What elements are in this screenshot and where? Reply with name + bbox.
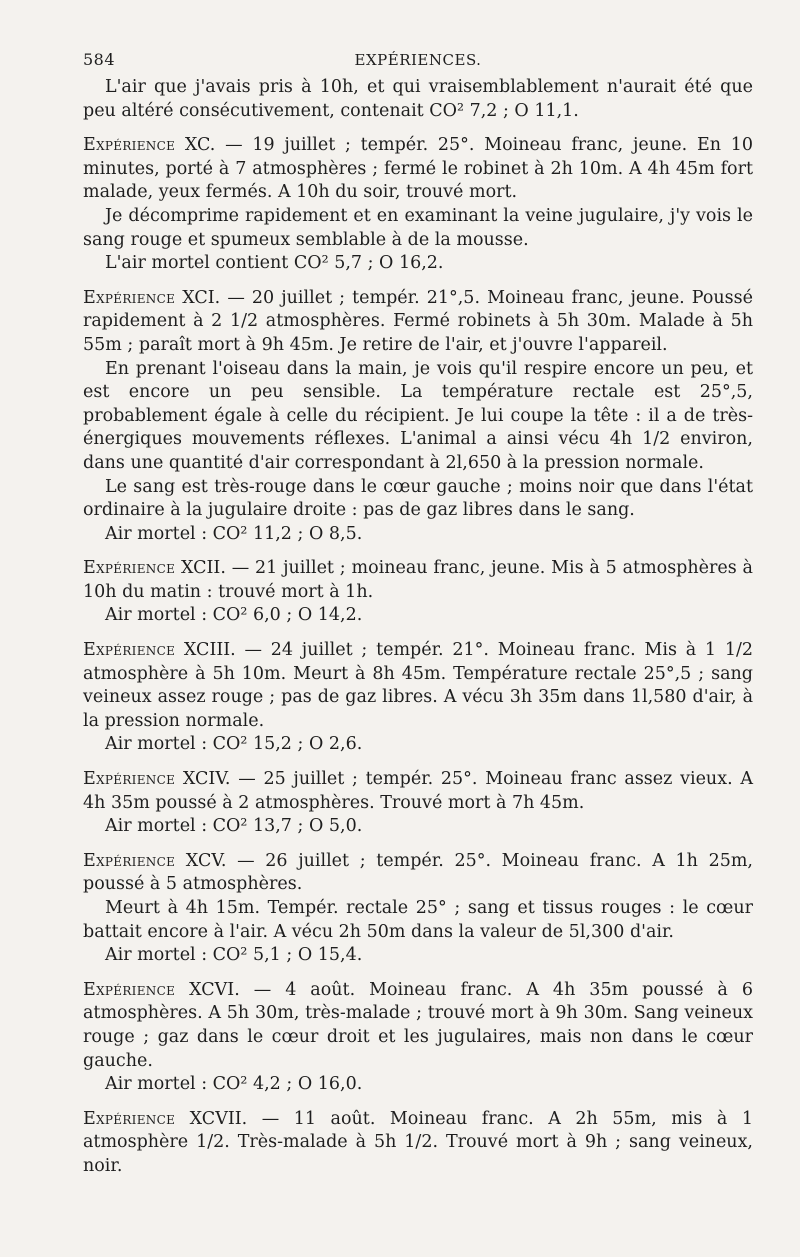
page-header [83, 50, 753, 76]
page-number: 584 [83, 50, 116, 69]
experiment-text: — 26 juillet ; tempér. 25°. Moineau franc. A 1h 25m, poussé à 5 atmosphères. [83, 850, 753, 895]
experiment-text: — 4 août. Moineau franc. A 4h 35m poussé à 6 atmosphères. A 5h 30m, très-malade ; trouvé mort à 9h 30m. Sang veineux rouge ; gaz dans le cœur droit et les jugulaires, mais non dans le cœur gauche. [83, 979, 753, 1071]
experiment-paragraph: Air mortel : CO² 5,1 ; O 15,4. [105, 945, 363, 966]
experiment-text: — 25 juillet ; tempér. 25°. Moineau franc assez vieux. A 4h 35m poussé à 2 atmosphères. Trouvé mort à 7h 45m. [83, 769, 753, 813]
experiment-paragraph: Air mortel : CO² 4,2 ; O 16,0. [105, 1074, 363, 1095]
page [83, 50, 753, 1179]
experiment-number: XCVI. [189, 979, 240, 1000]
experiment-number: XCII. [180, 558, 226, 579]
experiment-text: — 19 juillet ; tempér. 25°. Moineau franc, jeune. En 10 minutes, porté à 7 atmosphères ; fermé le robinet à 2h 10m. A 4h 45m fort malade, yeux fermés. A 10h du soir, trouvé mort. [83, 135, 753, 203]
experiment-label: Expérience [83, 769, 176, 790]
experiment-block [83, 768, 753, 839]
experiment-heading-paragraph [83, 1108, 753, 1179]
experiment-heading-paragraph [83, 850, 753, 897]
experiment-text: — 20 juillet ; tempér. 21°,5. Moineau franc, jeune. Poussé rapidement à 2 1/2 atmosphères. Fermé robinets à 5h 30m. Malade à 5h 55m ; paraît mort à 9h 45m. Je retire de l'air, et j'ouvre l'appareil. [83, 287, 753, 355]
experiment-number: XC. [184, 135, 216, 156]
running-title: EXPÉRIENCES. [354, 51, 482, 69]
experiment-text: — 11 août. Moineau franc. A 2h 55m, mis à 1 atmosphère 1/2. Très-malade à 5h 1/2. Trouvé mort à 9h ; sang veineux, noir. [83, 1108, 753, 1176]
experiment-heading-paragraph [83, 639, 753, 733]
experiment-block [83, 1108, 753, 1179]
experiment-label: Expérience [83, 850, 176, 871]
experiment-heading-paragraph [83, 979, 753, 1073]
experiment-number: XCIV. [182, 769, 231, 790]
experiment-heading-paragraph [83, 134, 753, 205]
experiment-paragraph: En prenant l'oiseau dans la main, je vois qu'il respire encore un peu, et est encore un peu sensible. La température rectale est 25°,5, probablement égale à celle du récipient. Je lui coupe la tête : il a de très-énergiques mouvements réflexes. L'animal a ainsi vécu 4h 1/2 environ, dans une quantité d'air correspondant à 2l,650 à la pression normale. [83, 358, 753, 473]
experiment-text: — 24 juillet ; tempér. 21°. Moineau franc. Mis à 1 1/2 atmosphère à 5h 10m. Meurt à 8h 45m. Température rectale 25°,5 ; sang veineux assez rouge ; pas de gaz libres. A vécu 3h 35m dans 1l,580 d'air, à la pression normale. [83, 640, 753, 731]
experiment-paragraph: L'air mortel contient CO² 5,7 ; O 16,2. [105, 253, 444, 274]
experiment-number: XCI. [182, 287, 221, 308]
experiment-paragraph: Le sang est très-rouge dans le cœur gauche ; moins noir que dans l'état ordinaire à la jugulaire droite : pas de gaz libres dans le sang. [83, 476, 753, 521]
experiments-list [83, 134, 753, 1178]
experiment-label: Expérience [83, 979, 176, 1000]
experiment-block [83, 850, 753, 968]
experiment-label: Expérience [83, 135, 176, 156]
experiment-heading-paragraph [83, 287, 753, 358]
experiment-block [83, 287, 753, 547]
experiment-number: XCV. [185, 850, 227, 871]
experiment-block [83, 134, 753, 276]
experiment-number: XCVII. [189, 1108, 248, 1129]
experiment-heading-paragraph [83, 768, 753, 815]
experiment-text: — 21 juillet ; moineau franc, jeune. Mis à 5 atmosphères à 10h du matin : trouvé mort à 1h. [83, 558, 753, 602]
experiment-block [83, 557, 753, 628]
experiment-paragraph: Air mortel : CO² 6,0 ; O 14,2. [105, 605, 363, 626]
experiment-paragraph: Air mortel : CO² 11,2 ; O 8,5. [105, 523, 363, 544]
experiment-block [83, 639, 753, 757]
experiment-heading-paragraph [83, 557, 753, 604]
experiment-number: XCIII. [183, 640, 236, 661]
experiment-paragraph: Air mortel : CO² 13,7 ; O 5,0. [105, 816, 363, 837]
experiment-label: Expérience [83, 1108, 176, 1129]
experiment-label: Expérience [83, 558, 176, 579]
experiment-block [83, 979, 753, 1097]
experiment-paragraph: Je décomprime rapidement et en examinant la veine jugulaire, j'y vois le sang rouge et spumeux semblable à de la mousse. [83, 205, 753, 250]
intro-paragraph: L'air que j'avais pris à 10h, et qui vraisemblablement n'aurait été que peu altéré consécutivement, contenait CO² 7,2 ; O 11,1. [83, 77, 753, 121]
experiment-label: Expérience [83, 287, 176, 308]
experiment-paragraph: Air mortel : CO² 15,2 ; O 2,6. [105, 734, 363, 755]
experiment-label: Expérience [83, 640, 176, 661]
experiment-paragraph: Meurt à 4h 15m. Tempér. rectale 25° ; sang et tissus rouges : le cœur battait encore à l'air. A vécu 2h 50m dans la valeur de 5l,300 d'air. [83, 898, 753, 942]
